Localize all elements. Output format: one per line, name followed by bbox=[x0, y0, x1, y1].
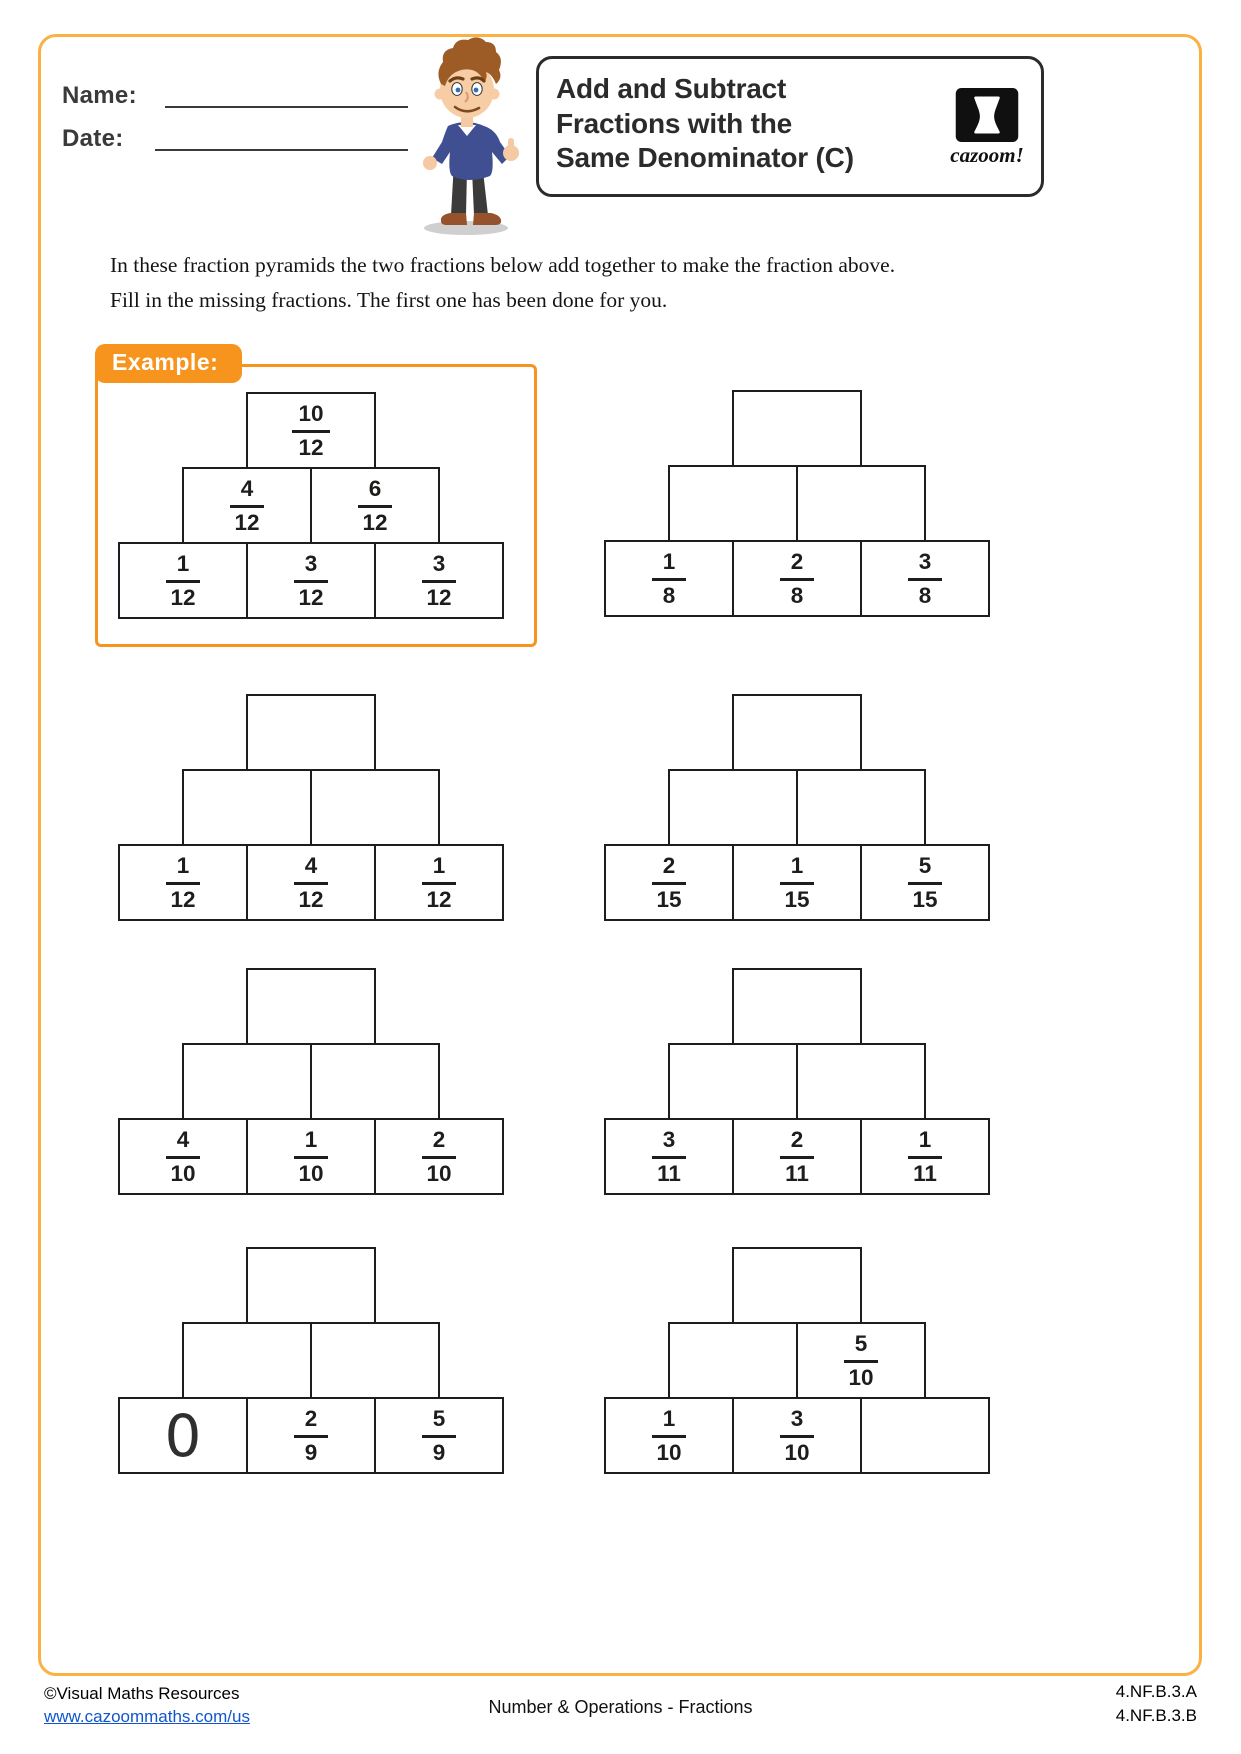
fraction-value bbox=[422, 551, 456, 609]
pyramid-2-cell-bottom-2 bbox=[246, 844, 376, 921]
fraction-numerator: 2 bbox=[422, 1127, 456, 1159]
fraction-value bbox=[358, 476, 392, 534]
fraction-numerator: 3 bbox=[422, 551, 456, 583]
fraction-denominator: 12 bbox=[170, 887, 196, 912]
fraction-numerator: 1 bbox=[908, 1127, 942, 1159]
fraction-numerator: 4 bbox=[230, 476, 264, 508]
fraction-denominator: 9 bbox=[304, 1440, 318, 1465]
pyramid-7-cell-top-1[interactable] bbox=[732, 1247, 862, 1324]
pyramid-2-cell-top-1[interactable] bbox=[246, 694, 376, 771]
fraction-denominator: 15 bbox=[656, 887, 682, 912]
fraction-numerator: 10 bbox=[292, 401, 329, 433]
fraction-denominator: 15 bbox=[784, 887, 810, 912]
fraction-numerator: 1 bbox=[166, 551, 200, 583]
fraction-denominator: 11 bbox=[657, 1161, 681, 1186]
fraction-numerator: 3 bbox=[652, 1127, 686, 1159]
pyramid-7-cell-middle-1[interactable] bbox=[668, 1322, 798, 1399]
fraction-value bbox=[908, 1127, 942, 1185]
pyramid-3-cell-top-1[interactable] bbox=[732, 694, 862, 771]
fraction-pyramid-2 bbox=[118, 694, 504, 921]
fraction-numerator: 5 bbox=[422, 1406, 456, 1438]
fraction-value bbox=[422, 1406, 456, 1464]
fraction-value bbox=[294, 853, 328, 911]
pyramid-0-cell-bottom-3 bbox=[374, 542, 504, 619]
fraction-value bbox=[780, 1406, 814, 1464]
example-label-text: Example: bbox=[112, 349, 219, 375]
fraction-denominator: 10 bbox=[426, 1161, 452, 1186]
fraction-value bbox=[422, 1127, 456, 1185]
fraction-pyramid-6 bbox=[118, 1247, 504, 1474]
fraction-value bbox=[230, 476, 264, 534]
fraction-value bbox=[292, 401, 329, 459]
pyramid-5-cell-top-1[interactable] bbox=[732, 968, 862, 1045]
fraction-denominator: 12 bbox=[234, 510, 260, 535]
fraction-value bbox=[908, 549, 942, 607]
fraction-value bbox=[652, 853, 686, 911]
fraction-denominator: 10 bbox=[298, 1161, 324, 1186]
pyramid-0-cell-bottom-2 bbox=[246, 542, 376, 619]
fraction-denominator: 15 bbox=[912, 887, 938, 912]
fraction-denominator: 10 bbox=[170, 1161, 196, 1186]
fraction-pyramid-example bbox=[118, 392, 504, 619]
fraction-value bbox=[652, 549, 686, 607]
pyramid-0-cell-middle-2 bbox=[310, 467, 440, 544]
fraction-numerator: 1 bbox=[294, 1127, 328, 1159]
fraction-denominator: 8 bbox=[662, 583, 676, 608]
fraction-numerator: 2 bbox=[294, 1406, 328, 1438]
fraction-value bbox=[780, 549, 814, 607]
pyramid-7-cell-middle-2 bbox=[796, 1322, 926, 1399]
title-line-1: Add and Subtract bbox=[556, 73, 787, 104]
fraction-value bbox=[166, 1127, 200, 1185]
pyramid-2-cell-bottom-3 bbox=[374, 844, 504, 921]
title-box bbox=[536, 56, 1044, 197]
cazoom-logo-icon bbox=[954, 88, 1020, 142]
cartoon-boy-illustration bbox=[408, 32, 528, 237]
title-line-2: Fractions with the bbox=[556, 107, 792, 139]
title-line-3: Same Denominator (C) bbox=[556, 142, 854, 174]
fraction-denominator: 12 bbox=[426, 887, 452, 912]
pyramid-2-cell-middle-2[interactable] bbox=[310, 769, 440, 846]
fraction-denominator: 12 bbox=[298, 887, 324, 912]
pyramid-5-cell-bottom-3 bbox=[860, 1118, 990, 1195]
fraction-value bbox=[652, 1127, 686, 1185]
example-label bbox=[95, 344, 242, 383]
pyramid-0-cell-middle-1 bbox=[182, 467, 312, 544]
fraction-numerator: 3 bbox=[780, 1406, 814, 1438]
fraction-numerator: 2 bbox=[780, 1127, 814, 1159]
fraction-denominator: 12 bbox=[298, 585, 324, 610]
pyramid-3-cell-bottom-3 bbox=[860, 844, 990, 921]
fraction-value bbox=[294, 1127, 328, 1185]
fraction-value bbox=[780, 1127, 814, 1185]
worksheet-title bbox=[556, 72, 943, 186]
pyramid-7-cell-bottom-2 bbox=[732, 1397, 862, 1474]
fraction-numerator: 4 bbox=[294, 853, 328, 885]
pyramid-1-cell-middle-1[interactable] bbox=[668, 465, 798, 542]
pyramid-0-cell-top-1 bbox=[246, 392, 376, 469]
pyramid-4-cell-middle-1[interactable] bbox=[182, 1043, 312, 1120]
name-input-line[interactable] bbox=[165, 84, 408, 108]
fraction-denominator: 11 bbox=[785, 1161, 809, 1186]
pyramid-4-cell-top-1[interactable] bbox=[246, 968, 376, 1045]
fraction-numerator: 1 bbox=[652, 549, 686, 581]
pyramid-7-cell-bottom-3[interactable] bbox=[860, 1397, 990, 1474]
pyramid-4-cell-bottom-1 bbox=[118, 1118, 248, 1195]
fraction-denominator: 10 bbox=[848, 1365, 874, 1390]
cazoom-logo-text: cazoom! bbox=[950, 143, 1024, 167]
fraction-value bbox=[908, 853, 942, 911]
footer-standard-a: 4.NF.B.3.A bbox=[1115, 1682, 1197, 1701]
fraction-numerator: 2 bbox=[652, 853, 686, 885]
fraction-numerator: 5 bbox=[908, 853, 942, 885]
fraction-denominator: 9 bbox=[432, 1440, 446, 1465]
fraction-value bbox=[422, 853, 456, 911]
pyramid-1-cell-top-1[interactable] bbox=[732, 390, 862, 467]
fraction-numerator: 5 bbox=[844, 1331, 878, 1363]
date-input-line[interactable] bbox=[155, 127, 408, 151]
pyramid-3-cell-middle-1[interactable] bbox=[668, 769, 798, 846]
fraction-denominator: 8 bbox=[918, 583, 932, 608]
fraction-numerator: 2 bbox=[780, 549, 814, 581]
pyramid-5-cell-bottom-1 bbox=[604, 1118, 734, 1195]
fraction-denominator: 12 bbox=[170, 585, 196, 610]
fraction-numerator: 1 bbox=[652, 1406, 686, 1438]
pyramid-3-cell-bottom-2 bbox=[732, 844, 862, 921]
fraction-denominator: 12 bbox=[362, 510, 388, 535]
pyramid-2-cell-middle-1[interactable] bbox=[182, 769, 312, 846]
fraction-pyramid-7 bbox=[604, 1247, 990, 1474]
footer-standard-b: 4.NF.B.3.B bbox=[1115, 1706, 1197, 1725]
fraction-numerator: 3 bbox=[294, 551, 328, 583]
pyramid-6-cell-middle-1[interactable] bbox=[182, 1322, 312, 1399]
pyramid-1-cell-bottom-2 bbox=[732, 540, 862, 617]
pyramid-6-cell-top-1[interactable] bbox=[246, 1247, 376, 1324]
fraction-numerator: 6 bbox=[358, 476, 392, 508]
pyramid-5-cell-middle-1[interactable] bbox=[668, 1043, 798, 1120]
fraction-pyramid-4 bbox=[118, 968, 504, 1195]
fraction-numerator: 1 bbox=[780, 853, 814, 885]
fraction-denominator: 8 bbox=[790, 583, 804, 608]
pyramid-5-cell-middle-2[interactable] bbox=[796, 1043, 926, 1120]
pyramid-0-cell-bottom-1 bbox=[118, 542, 248, 619]
fraction-denominator: 10 bbox=[784, 1440, 810, 1465]
fraction-value bbox=[166, 551, 200, 609]
fraction-denominator: 10 bbox=[656, 1440, 682, 1465]
pyramid-1-cell-bottom-3 bbox=[860, 540, 990, 617]
fraction-value bbox=[294, 1406, 328, 1464]
fraction-numerator: 3 bbox=[908, 549, 942, 581]
fraction-numerator: 1 bbox=[166, 853, 200, 885]
footer-copyright: ©Visual Maths Resources bbox=[44, 1684, 240, 1703]
name-label: Name: bbox=[62, 82, 137, 109]
fraction-pyramid-1 bbox=[604, 390, 990, 617]
fraction-value bbox=[652, 1406, 686, 1464]
pyramid-1-cell-bottom-1 bbox=[604, 540, 734, 617]
whole-number-value: 0 bbox=[164, 1401, 202, 1470]
pyramid-6-cell-bottom-1 bbox=[118, 1397, 248, 1474]
fraction-denominator: 12 bbox=[298, 435, 324, 460]
fraction-denominator: 12 bbox=[426, 585, 452, 610]
instructions-text: In these fraction pyramids the two fractions below add together to make the fraction above. Fill in the missing fractions. The first one has been done for you. bbox=[110, 253, 896, 312]
pyramid-6-cell-middle-2[interactable] bbox=[310, 1322, 440, 1399]
footer-topic: Number & Operations - Fractions bbox=[488, 1697, 753, 1717]
fraction-numerator: 4 bbox=[166, 1127, 200, 1159]
pyramid-6-cell-bottom-3 bbox=[374, 1397, 504, 1474]
pyramid-7-cell-bottom-1 bbox=[604, 1397, 734, 1474]
fraction-numerator: 1 bbox=[422, 853, 456, 885]
pyramid-3-cell-bottom-1 bbox=[604, 844, 734, 921]
footer-website-link[interactable]: www.cazoommaths.com/us bbox=[44, 1707, 250, 1726]
pyramid-1-cell-middle-2[interactable] bbox=[796, 465, 926, 542]
pyramid-5-cell-bottom-2 bbox=[732, 1118, 862, 1195]
date-label: Date: bbox=[62, 125, 124, 152]
fraction-value bbox=[166, 853, 200, 911]
fraction-pyramid-5 bbox=[604, 968, 990, 1195]
pyramid-4-cell-bottom-2 bbox=[246, 1118, 376, 1195]
pyramid-3-cell-middle-2[interactable] bbox=[796, 769, 926, 846]
fraction-value bbox=[294, 551, 328, 609]
fraction-pyramid-3 bbox=[604, 694, 990, 921]
pyramid-4-cell-bottom-3 bbox=[374, 1118, 504, 1195]
pyramid-4-cell-middle-2[interactable] bbox=[310, 1043, 440, 1120]
fraction-value bbox=[844, 1331, 878, 1389]
fraction-value bbox=[780, 853, 814, 911]
pyramid-2-cell-bottom-1 bbox=[118, 844, 248, 921]
cazoom-logo bbox=[943, 88, 1031, 186]
pyramid-6-cell-bottom-2 bbox=[246, 1397, 376, 1474]
fraction-denominator: 11 bbox=[913, 1161, 937, 1186]
cartoon-boy-icon bbox=[408, 32, 528, 237]
